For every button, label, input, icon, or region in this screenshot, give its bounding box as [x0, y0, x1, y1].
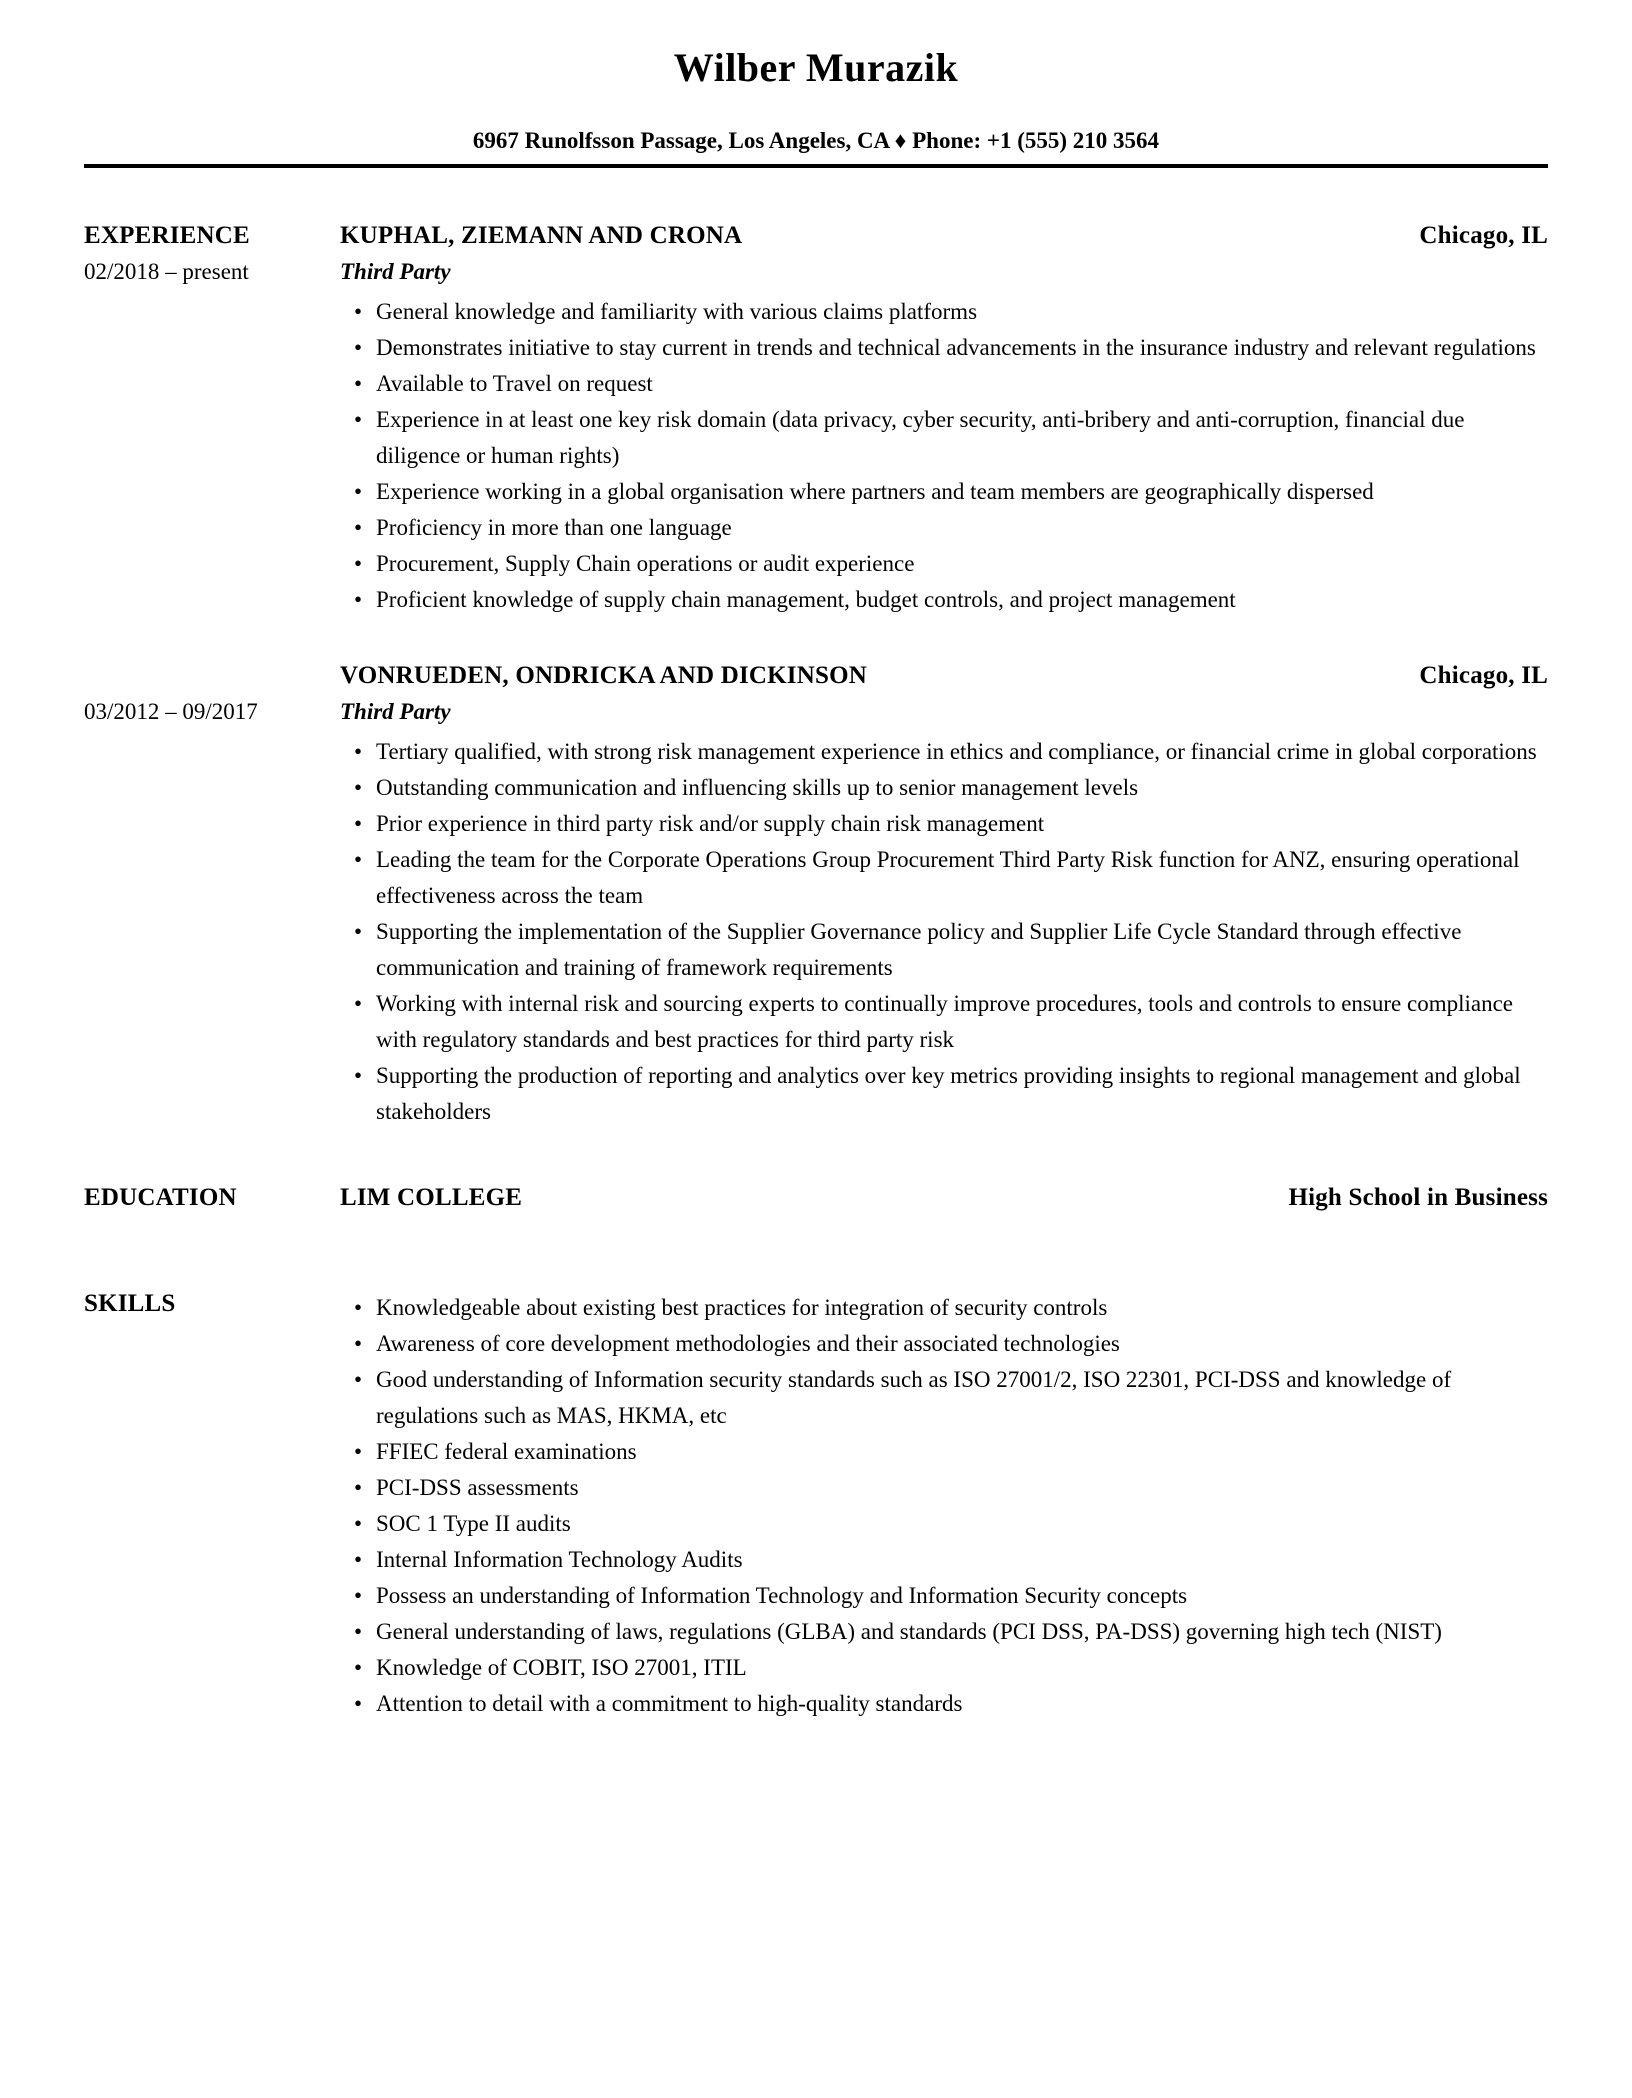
bullet-item: • Tertiary qualified, with strong risk management experience in ethics and compliance, or financial crime in global corporations [340, 734, 1548, 770]
education-line [340, 1180, 1548, 1216]
bullet-item: • Available to Travel on request [340, 366, 1548, 402]
job-location: Chicago, IL [1419, 222, 1548, 249]
skills-section-label: SKILLS [84, 1290, 176, 1317]
candidate-name: Wilber Murazik [673, 45, 959, 90]
education-entry [340, 1180, 1548, 1216]
bullet-item: • Internal Information Technology Audits [340, 1542, 1548, 1578]
resume-header [84, 0, 1548, 168]
job-header [340, 218, 1548, 254]
bullet-item: • Procurement, Supply Chain operations or audit experience [340, 546, 1548, 582]
bullet-item: • General understanding of laws, regulations (GLBA) and standards (PCI DSS, PA-DSS) governing high tech (NIST) [340, 1614, 1548, 1650]
section-experience-job2 [84, 658, 1548, 1130]
job-header [340, 658, 1548, 694]
bullet-item: • Working with internal risk and sourcing experts to continually improve procedures, tools and controls to ensure compliance with regulatory standards and best practices for third party risk [340, 986, 1548, 1058]
job-title: Third Party [340, 699, 451, 724]
bullet-item: • SOC 1 Type II audits [340, 1506, 1548, 1542]
bullet-item: • Outstanding communication and influencing skills up to senior management levels [340, 770, 1548, 806]
bullet-item: • Experience working in a global organisation where partners and team members are geographically dispersed [340, 474, 1548, 510]
bullet-item: • PCI-DSS assessments [340, 1470, 1548, 1506]
section-education [84, 1180, 1548, 1216]
bullet-item: • Knowledgeable about existing best practices for integration of security controls [340, 1290, 1548, 1326]
bullet-item: • FFIEC federal examinations [340, 1434, 1548, 1470]
bullet-item: • Experience in at least one key risk domain (data privacy, cyber security, anti-bribery and anti-corruption, financial due diligence or human rights) [340, 402, 1548, 474]
section-experience [84, 218, 1548, 618]
bullet-item: • Leading the team for the Corporate Operations Group Procurement Third Party Risk function for ANZ, ensuring operational effectiveness across the team [340, 842, 1548, 914]
bullet-item: • Possess an understanding of Information Technology and Information Security concepts [340, 1578, 1548, 1614]
bullet-item: • General knowledge and familiarity with various claims platforms [340, 294, 1548, 330]
job-location: Chicago, IL [1419, 662, 1548, 689]
school-name: LIM COLLEGE [340, 1184, 523, 1211]
job-entry [340, 218, 1548, 618]
company-name: VONRUEDEN, ONDRICKA AND DICKINSON [340, 662, 867, 689]
job-entry [340, 658, 1548, 1130]
resume-body [84, 218, 1548, 1722]
bullet-item: • Knowledge of COBIT, ISO 27001, ITIL [340, 1650, 1548, 1686]
section-skills [84, 1286, 1548, 1722]
skills-left-column [84, 1286, 340, 1722]
experience-left-column [84, 218, 340, 618]
experience-section-label: EXPERIENCE [84, 222, 250, 249]
bullet-item: • Prior experience in third party risk and/or supply chain risk management [340, 806, 1548, 842]
education-left-column [84, 1180, 340, 1216]
job-bullets [340, 294, 1548, 618]
company-name: KUPHAL, ZIEMANN AND CRONA [340, 222, 743, 249]
degree-name: High School in Business [1288, 1184, 1548, 1211]
bullet-item: • Proficiency in more than one language [340, 510, 1548, 546]
bullet-item: • Demonstrates initiative to stay current in trends and technical advancements in the insurance industry and relevant regulations [340, 330, 1548, 366]
job-bullets [340, 734, 1548, 1130]
bullet-item: • Proficient knowledge of supply chain management, budget controls, and project management [340, 582, 1548, 618]
bullet-item: • Supporting the production of reporting and analytics over key metrics providing insights to regional management and global stakeholders [340, 1058, 1548, 1130]
bullet-item: • Supporting the implementation of the Supplier Governance policy and Supplier Life Cycle Standard through effective communication and training of framework requirements [340, 914, 1548, 986]
job-dates: 02/2018 – present [84, 259, 249, 284]
skills-entry [340, 1286, 1548, 1722]
job-dates: 03/2012 – 09/2017 [84, 699, 258, 724]
skills-bullets [340, 1290, 1548, 1722]
experience-left-column [84, 658, 340, 1130]
contact-line: 6967 Runolfsson Passage, Los Angeles, CA ♦ Phone: +1 (555) 210 3564 [472, 128, 1160, 153]
education-section-label: EDUCATION [84, 1184, 237, 1211]
bullet-item: • Awareness of core development methodologies and their associated technologies [340, 1326, 1548, 1362]
bullet-item: • Attention to detail with a commitment to high-quality standards [340, 1686, 1548, 1722]
job-title: Third Party [340, 259, 451, 284]
bullet-item: • Good understanding of Information security standards such as ISO 27001/2, ISO 22301, PCI-DSS and knowledge of regulations such as MAS, HKMA, etc [340, 1362, 1548, 1434]
